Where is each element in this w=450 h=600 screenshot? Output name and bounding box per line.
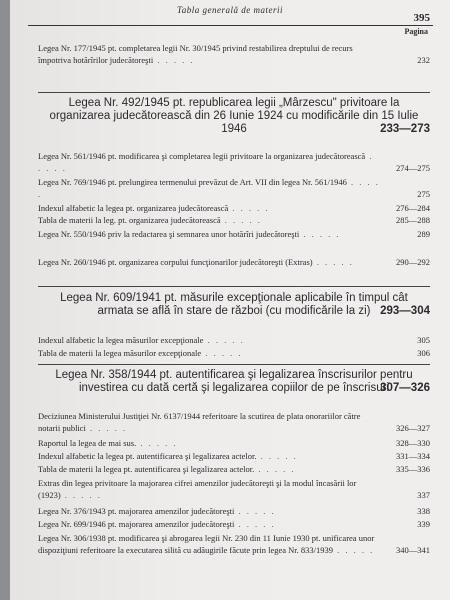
toc-entry-text: Legea Nr. 177/1945 pt. completarea legii Nr. 30/1945 privind restabilirea dreptului de recurs împotriva hotărîrilor judecătoreşti . . . — [38, 42, 430, 66]
toc-entry-page: 289 — [417, 229, 430, 239]
toc-entry — [38, 42, 430, 66]
toc-entry-page: 328—330 — [396, 438, 430, 448]
toc-entry-page: 337 — [417, 490, 430, 500]
toc-entry — [38, 410, 430, 434]
toc-entry — [38, 505, 430, 517]
toc-entry-text: Deciziunea Ministerului Justiţiei Nr. 6137/1944 referitoare la scutirea de plata onorariilor către notarii publici . . . — [38, 410, 430, 434]
toc-entry-text: Indexul alfabetic la legea pt. organizarea judecătorească . . . — [38, 202, 430, 214]
toc-entry-text: Legea Nr. 260/1946 pt. organizarea corpului funcţionarilor judecătoreşti (Extras) . . . — [38, 256, 430, 268]
toc-entry-page: 335—336 — [396, 464, 430, 474]
header-divider — [28, 25, 433, 26]
toc-entry — [38, 334, 430, 346]
toc-entry-text: Legea Nr. 769/1946 pt. prelungirea termenului prevăzut de Art. VII din legea Nr. 561/1946 . . . — [38, 176, 430, 200]
toc-section-page: 233—273 — [380, 123, 430, 135]
section-divider — [38, 286, 430, 287]
toc-entry — [38, 256, 430, 268]
toc-entry — [38, 176, 430, 200]
toc-entry-page: 232 — [417, 55, 430, 65]
toc-section-text: Legea Nr. 492/1945 pt. republicarea legii „Mârzescu" privitoare la organizarea judecătorească din 26 Iunie 1924 cu modificările din 15 Iulie 1946 — [49, 97, 419, 135]
toc-entry-text: Legea Nr. 561/1946 pt. modificarea şi completarea legii privitoare la organizarea judecătorească . . . — [38, 150, 430, 174]
toc-section-page: 307—326 — [380, 382, 430, 394]
toc-section-heading — [38, 292, 430, 318]
toc-entry-page: 275 — [417, 189, 430, 199]
toc-entry-text: Legea Nr. 376/1943 pt. majorarea amenzilor judecătoreşti . . . — [38, 505, 430, 517]
toc-entry — [38, 532, 430, 556]
toc-section-heading — [38, 369, 430, 395]
toc-entry-page: 331—334 — [396, 451, 430, 461]
toc-entry-text: Tabla de materii la legea măsurilor excepţionale . . . — [38, 347, 430, 359]
toc-entry-page: 274—275 — [396, 163, 430, 173]
section-divider — [38, 92, 430, 93]
toc-entry-text: Extras din legea privitoare la majorarea cifrei amenzilor judecătoreşti şi la modul încasării lor (1923) . . . — [38, 477, 430, 501]
toc-section-page: 293—304 — [380, 305, 430, 317]
page-number: 395 — [413, 12, 430, 24]
toc-entry — [38, 202, 430, 214]
toc-entry-page: 305 — [417, 335, 430, 345]
toc-entry-page: 285—288 — [396, 215, 430, 225]
toc-entry-text: Tabla de materii la legea pt. autentificarea şi legalizarea actelor. . . . — [38, 463, 430, 475]
toc-entry-page: 339 — [417, 519, 430, 529]
toc-entry — [38, 228, 430, 240]
page-column-label: Pagina — [404, 27, 428, 36]
toc-entry — [38, 214, 430, 226]
toc-entry-text: Raportul la legea de mai sus. . . . — [38, 437, 430, 449]
toc-entry-page: 340—341 — [396, 545, 430, 555]
toc-entry-page: 326—327 — [396, 423, 430, 433]
toc-entry-text: Legea Nr. 699/1946 pt. majorarea amenzilor judecătoreşti . . . — [38, 518, 430, 530]
toc-entry — [38, 450, 430, 462]
toc-entry-text: Tabla de materii la leg. pt. organizarea judecătorească . . . — [38, 214, 430, 226]
toc-entry-page: 290—292 — [396, 257, 430, 267]
toc-section-heading — [38, 97, 430, 136]
toc-entry-text: Legea Nr. 550/1946 priv la redactarea şi semnarea unor hotărîri judecătoreşti . . . — [38, 228, 430, 240]
toc-entry-text: Indexul alfabetic la legea pt. autentificarea şi legalizarea actelor. . . . — [38, 450, 430, 462]
toc-entry-text: Legea Nr. 306/1938 pt. modificarea şi abrogarea legii Nr. 230 din 11 Iunie 1930 pt. unificarea unor dispoziţiuni referitoare la executarea silită cu adăugirile făcute prin legea Nr. 833/1939 . . . — [38, 532, 430, 556]
toc-entry-page: 338 — [417, 506, 430, 516]
toc-entry-page: 306 — [417, 348, 430, 358]
toc-entry-text: Indexul alfabetic la legea măsurilor excepţionale . . . — [38, 334, 430, 346]
toc-entry-page: 276—284 — [396, 203, 430, 213]
toc-entry — [38, 347, 430, 359]
toc-entry — [38, 518, 430, 530]
toc-entry — [38, 477, 430, 501]
section-divider — [38, 364, 430, 365]
toc-section-text: Legea Nr. 609/1941 pt. măsurile excepţionale aplicabile în timpul cât armata se află în stare de război (cu modificările la zi) — [60, 292, 408, 317]
toc-entry — [38, 463, 430, 475]
toc-entry — [38, 437, 430, 449]
toc-entry — [38, 150, 430, 174]
toc-section-text: Legea Nr. 358/1944 pt. autentificarea şi legalizarea înscrisurilor pentru investirea cu dată certă şi legalizarea copiilor de pe înscrisuri — [55, 369, 413, 394]
running-title: Tabla generală de materii — [177, 5, 283, 15]
book-page — [10, 0, 450, 600]
